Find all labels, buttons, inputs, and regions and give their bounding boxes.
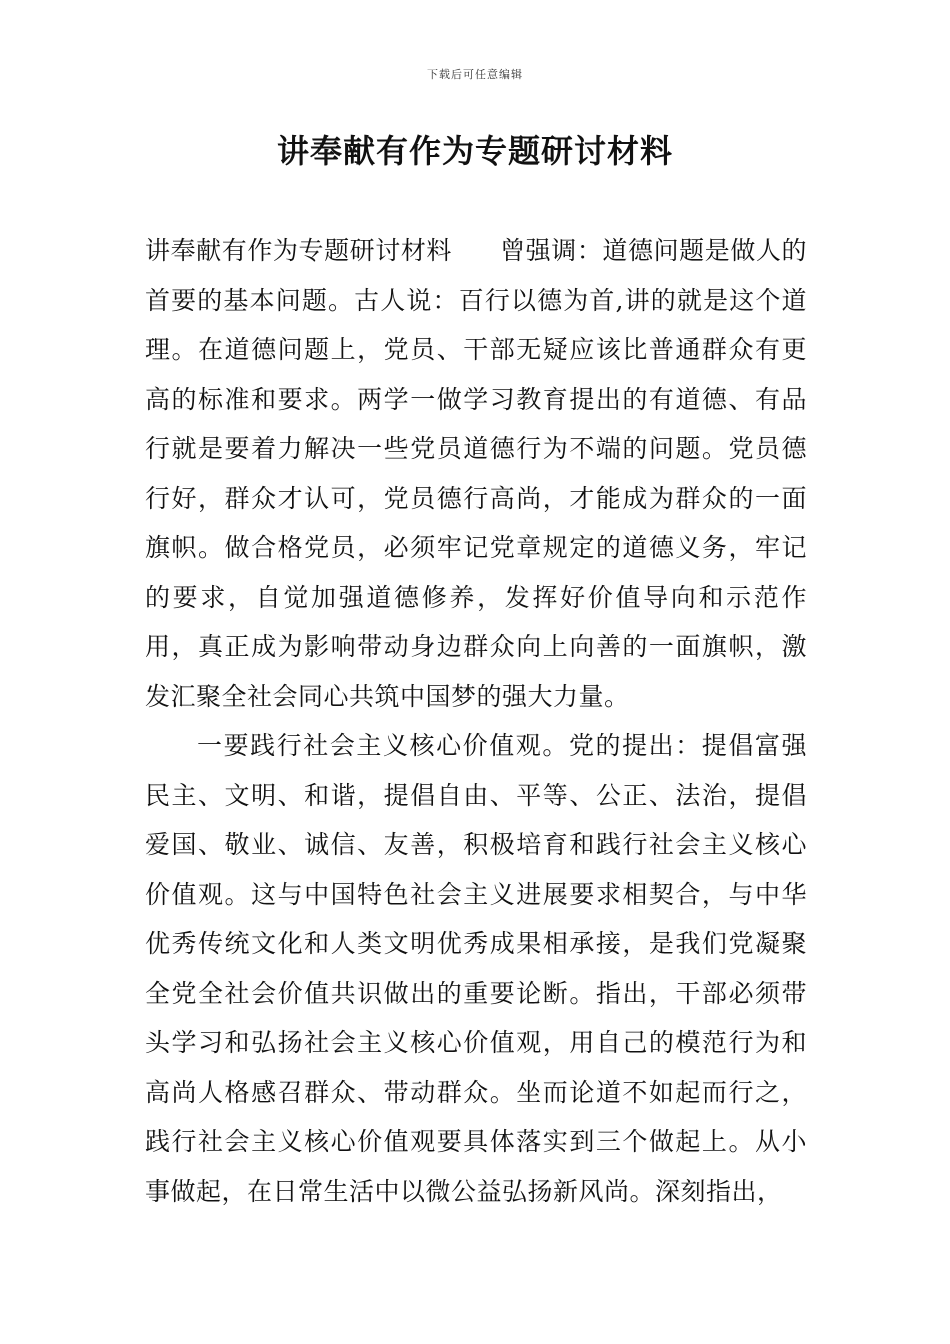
intro-lead: 讲奉献有作为专题研讨材料 <box>145 236 452 265</box>
page-header-note: 下载后可任意编辑 <box>427 68 523 81</box>
paragraph-intro <box>145 226 807 721</box>
paragraph-core-values: 一要践行社会主义核心价值观。党的提出：提倡富强民主、文明、和谐，提倡自由、平等、公正、法治，提倡爱国、敬业、诚信、友善，积极培育和践行社会主义核心价值观。这与中国特色社会主义进展要求相契合，与中华优秀传统文化和人类文明优秀成果相承接，是我们党凝聚全党全社会价值共识做出的重要论断。指出，干部必须带头学习和弘扬社会主义核心价值观，用自己的模范行为和高尚人格感召群众、带动群众。坐而论道不如起而行之，践行社会主义核心价值观要具体落实到三个做起上。从小事做起，在日常生活中以微公益弘扬新风尚。深刻指出， <box>145 731 807 1206</box>
document-body <box>145 226 807 1216</box>
document-title: 讲奉献有作为专题研讨材料 <box>276 132 673 170</box>
paragraph-text: 曾强调：道德问题是做人的首要的基本问题。古人说：百行以德为首,讲的就是这个道理。在道德问题上，党员、干部无疑应该比普通群众有更高的标准和要求。两学一做学习教育提出的有道德、有品行就是要着力解决一些党员道德行为不端的问题。党员德行好，群众才认可，党员德行高尚，才能成为群众的一面旗帜。做合格党员，必须牢记党章规定的道德义务，牢记的要求，自觉加强道德修养，发挥好价值导向和示范作用，真正成为影响带动身边群众向上向善的一面旗帜，激发汇聚全社会同心共筑中国梦的强大力量。 <box>145 236 807 711</box>
